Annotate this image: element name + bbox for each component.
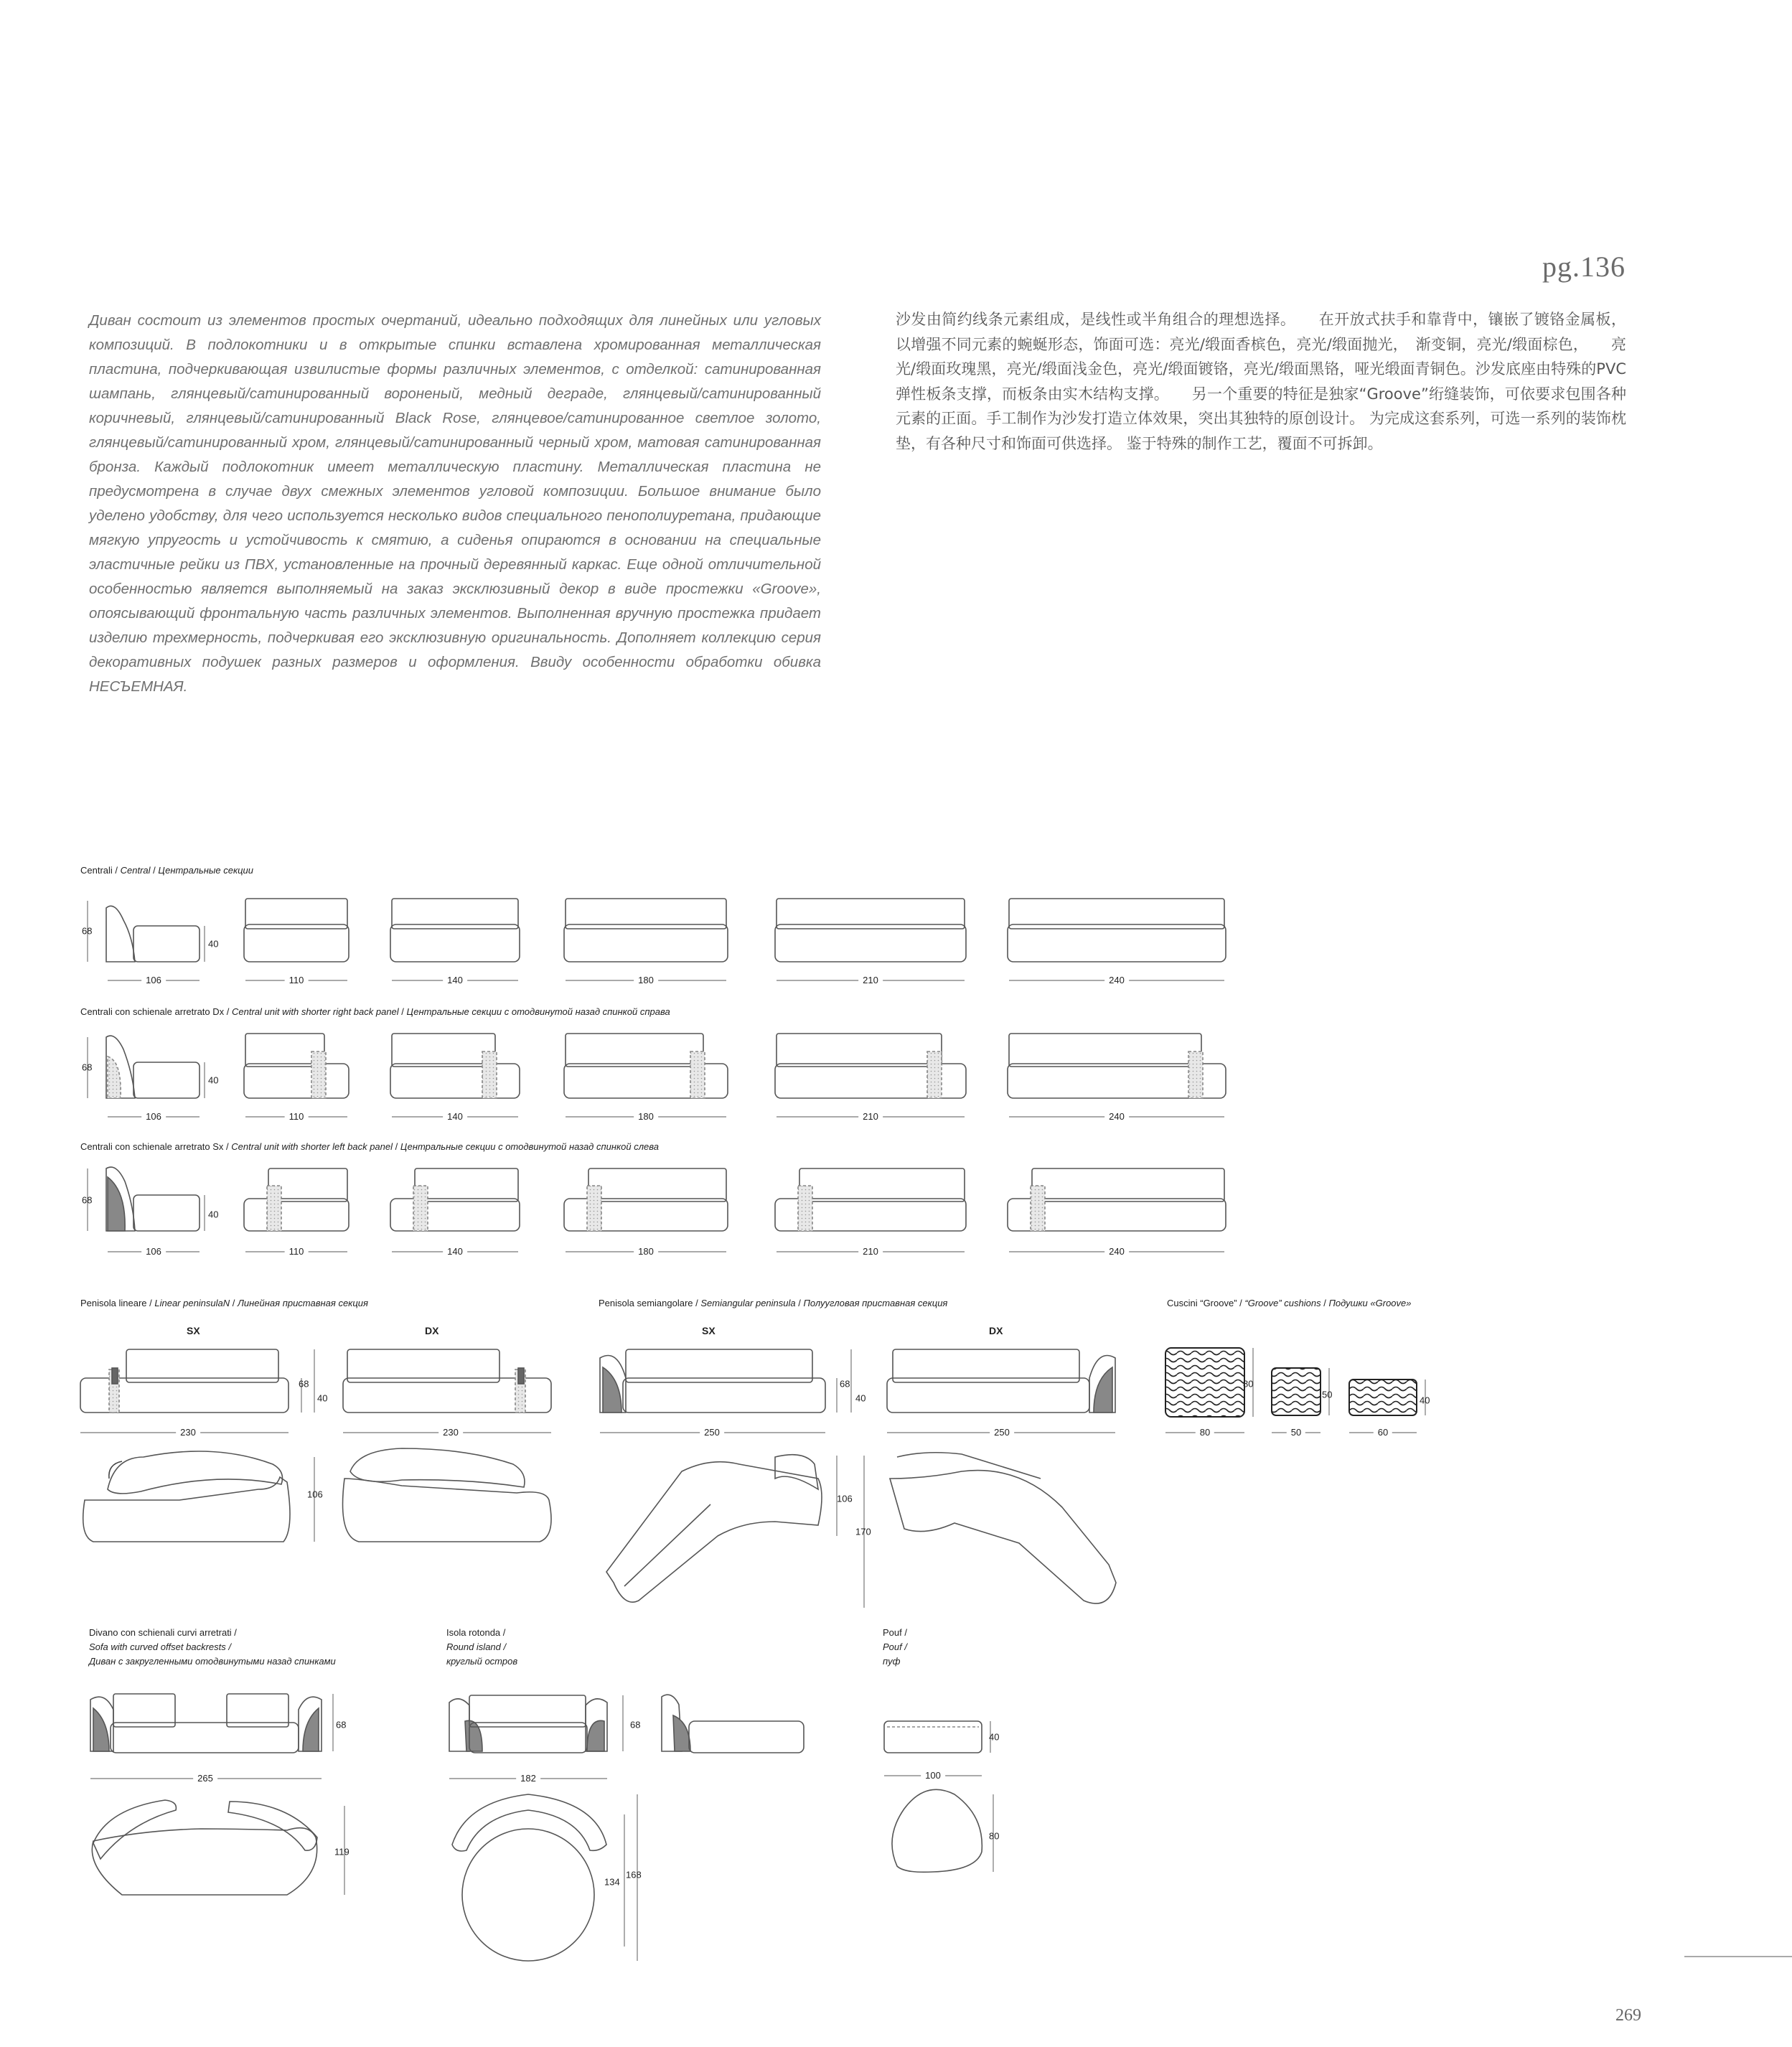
linear-peninsula-drawings — [80, 1349, 551, 1542]
dim-height-68: 68 — [299, 1378, 309, 1390]
page-number: 269 — [1615, 2006, 1641, 2025]
dim-width: 210 — [858, 975, 883, 985]
dim-depth-106: 106 — [307, 1489, 323, 1500]
section-label-round: Isola rotonda / Round island / круглый остров — [446, 1627, 518, 1667]
dim-width-250: 250 — [700, 1427, 724, 1438]
dim-cushion-w: 80 — [1196, 1427, 1214, 1438]
dim-width: 140 — [443, 1246, 467, 1257]
dim-cushion-h50: 50 — [1322, 1389, 1333, 1400]
dim-width: 240 — [1104, 1246, 1129, 1257]
dim-height-40: 40 — [855, 1392, 866, 1404]
dim-width-250: 250 — [990, 1427, 1014, 1438]
dim-depth-134: 134 — [604, 1876, 620, 1888]
dim-width-230: 230 — [438, 1427, 463, 1438]
dim-depth-170: 170 — [855, 1526, 871, 1537]
curved-sofa-drawings — [90, 1694, 347, 1895]
section-label-central: Centrali / Central / Центральные секции — [80, 865, 254, 876]
section-label-cushions: Cuscini “Groove” / “Groove” cushions / Подушки «Groove» — [1167, 1298, 1412, 1308]
section-label-pouf: Pouf / Pouf / пуф — [883, 1627, 907, 1667]
row-central-sx — [88, 1167, 1226, 1252]
row-central-dx — [88, 1034, 1226, 1117]
section-label-central-sx: Centrali con schienale arretrato Sx / Central unit with shorter left back panel / Центральные секции с отодвинутой назад спинкой слева — [80, 1141, 660, 1152]
description-russian: Диван состоит из элементов простых очертаний, идеально подходящих для линейных или угловых композиций. В подлокотники и в открытые спинки вставлена хромированная металлическая пластина, подчеркивающая извилистые формы различных элементов, с отделкой: сатинированная шампань, глянцевый/сатинированный вороненый, медный деграде, глянцевый/сатинированный коричневый, глянцевый/сатинированный Black Rose, глянцевое/сатинированное светлое золото, глянцевый/сатинированный хром, глянцевый/сатинированный черный хром, матовая сатинированная бронза. Каждый подлокотник имеет металлическую пластину. Металлическая пластина не предусмотрена в случае двух смежных элементов угловой композиции. Большое внимание было уделено удобству, для чего используется несколько видов специального пенополиуретана, придающие мягкую упругость и устойчивость к смятию, а сиденья опираются в основании на специальные эластичные рейки из ПВХ, установленные на прочный деревянный каркас. Еще одной отличительной особенностью является выполняемый на заказ эксклюзивный декор в виде простежки «Groove», опоясывающий фронтальную часть различных элементов. Выполненная вручную простежка придает изделию трехмерность, подчеркивая его эксклюзивную оригинальность. Дополняет коллекцию серия декоративных подушек разных размеров и оформления. Ввиду особенности обработки обивка НЕСЪЕМНАЯ. — [89, 312, 821, 695]
dim-height-68: 68 — [82, 925, 93, 937]
dim-cushion-w: 60 — [1374, 1427, 1392, 1438]
semiangular-peninsula-drawings — [600, 1349, 1116, 1608]
label-sx-semi: SX — [702, 1325, 716, 1336]
section-label-curved: Divano con schienali curvi arretrati / Sofa with curved offset backrests / Диван с закругленными отодвинутыми назад спинками — [89, 1627, 336, 1667]
dim-width: 106 — [141, 1246, 166, 1257]
dim-width: 110 — [285, 1246, 309, 1257]
page-reference: pg.136 — [1542, 250, 1626, 283]
dim-depth-80: 80 — [989, 1830, 1000, 1842]
dim-width: 210 — [858, 1246, 883, 1257]
dim-width: 240 — [1104, 975, 1129, 985]
dim-width-182: 182 — [516, 1773, 540, 1784]
dim-cushion-w: 50 — [1287, 1427, 1305, 1438]
dim-height-40: 40 — [317, 1392, 328, 1404]
page-number-rule — [1684, 1956, 1792, 1957]
dim-width: 110 — [285, 975, 309, 985]
label-sx-linear: SX — [187, 1325, 200, 1336]
dim-depth-106: 106 — [837, 1493, 853, 1504]
dim-height-68: 68 — [630, 1719, 641, 1730]
dim-cushion-h80: 80 — [1243, 1378, 1254, 1390]
dim-width: 180 — [634, 1111, 658, 1122]
dim-depth-168: 168 — [626, 1869, 642, 1880]
dim-height-68: 68 — [82, 1194, 93, 1206]
dim-width: 180 — [634, 975, 658, 985]
dim-height-40: 40 — [208, 1209, 219, 1220]
dim-width: 106 — [141, 975, 166, 985]
dim-depth-119: 119 — [334, 1846, 350, 1858]
row-central — [88, 899, 1226, 980]
dim-width-230: 230 — [176, 1427, 200, 1438]
dim-height-40: 40 — [208, 938, 219, 950]
dim-width: 210 — [858, 1111, 883, 1122]
dim-cushion-h40: 40 — [1420, 1395, 1430, 1406]
label-dx-linear: DX — [425, 1325, 439, 1336]
dim-width: 140 — [443, 1111, 467, 1122]
dim-width-265: 265 — [193, 1773, 217, 1784]
section-label-central-dx: Centrali con schienale arretrato Dx / Central unit with shorter right back panel / Центральные секции с отодвинутой назад спинкой справа — [80, 1006, 670, 1017]
dim-width: 106 — [141, 1111, 166, 1122]
pouf-drawings — [884, 1721, 993, 1872]
dim-width-100: 100 — [921, 1770, 945, 1781]
dim-width: 110 — [285, 1111, 309, 1122]
dim-width: 240 — [1104, 1111, 1129, 1122]
dim-height-40: 40 — [208, 1074, 219, 1086]
dim-height-68: 68 — [840, 1378, 850, 1390]
description-chinese: 沙发由简约线条元素组成，是线性或半角组合的理想选择。 在开放式扶手和靠背中，镶嵌了镀铬金属板，以增强不同元素的蜿蜒形态，饰面可选：亮光/缎面香槟色，亮光/缎面抛光， 渐变铜，亮光/缎面棕色， 亮光/缎面玫瑰黑，亮光/缎面浅金色，亮光/缎面镀铬，亮光/缎面黑铬，哑光缎面青铜色。沙发底座由特殊的PVC弹性板条支撑，而板条由实木结构支撑。 另一个重要的特征是独家“Groove”绗缝装饰，可依要求包围各种元素的正面。手工制作为沙发打造立体效果，突出其独特的原创设计。 为完成这套系列，可选一系列的装饰枕垫，有各种尺寸和饰面可供选择。 鉴于特殊的制作工艺，覆面不可拆卸。 — [896, 311, 1626, 452]
round-island-drawings — [449, 1695, 804, 1961]
dim-width: 180 — [634, 1246, 658, 1257]
dim-width: 140 — [443, 975, 467, 985]
dim-height-68: 68 — [82, 1062, 93, 1073]
dim-height-68: 68 — [336, 1719, 347, 1730]
section-label-linear: Penisola lineare / Linear peninsulaN / Линейная приставная секция — [80, 1298, 368, 1308]
groove-cushions-drawings — [1165, 1348, 1425, 1433]
label-dx-semi: DX — [989, 1325, 1003, 1336]
section-label-semiangular: Penisola semiangolare / Semiangular peninsula / Полуугловая приставная секция — [599, 1298, 948, 1308]
dim-height-40: 40 — [989, 1731, 1000, 1743]
